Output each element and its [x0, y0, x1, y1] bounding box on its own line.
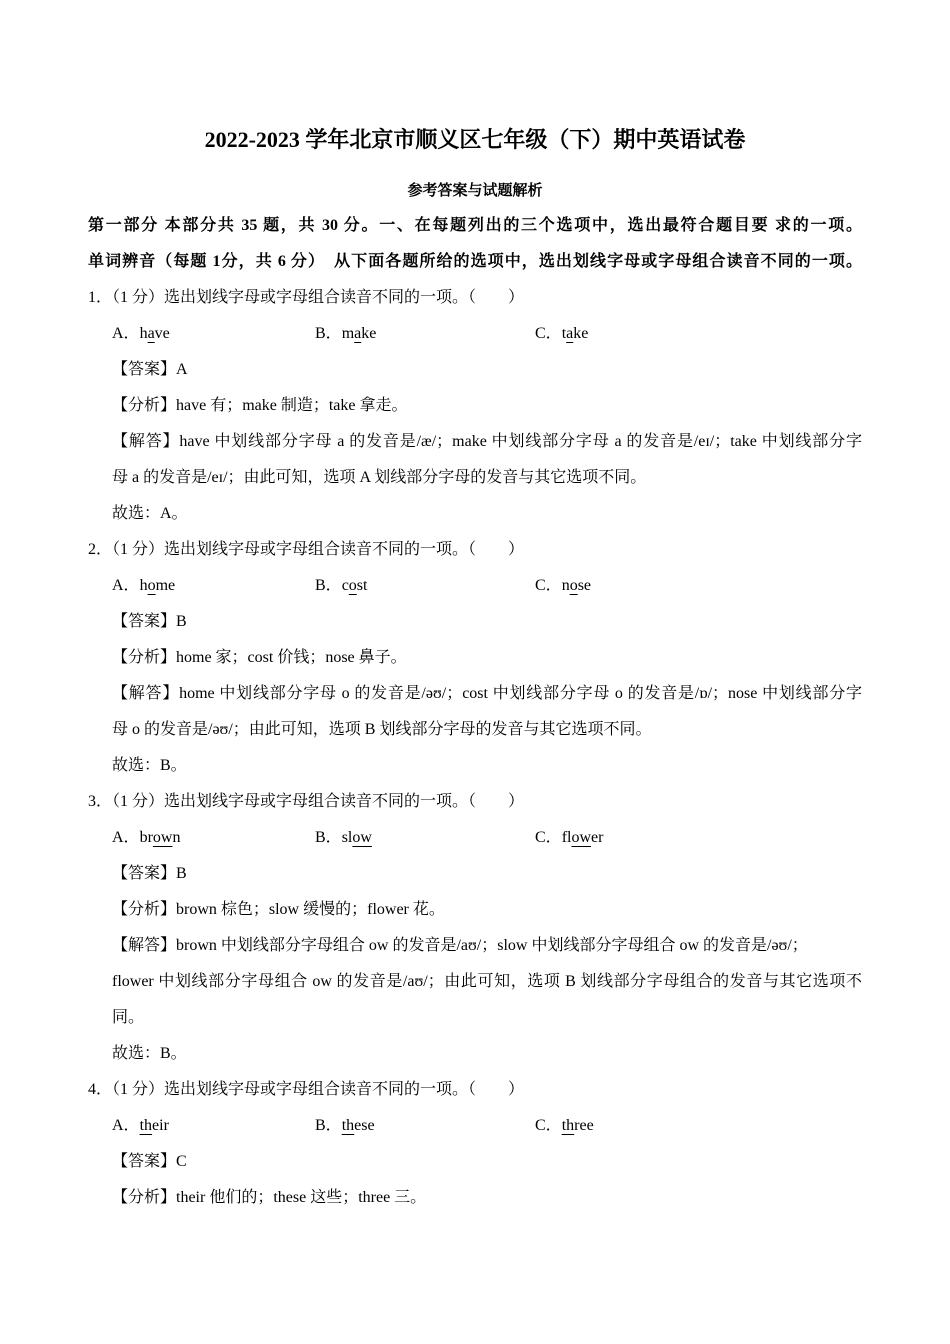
question-1-option-c: C．take [535, 325, 589, 342]
question-1-option-b: B．make [315, 325, 377, 342]
question-1-options [88, 316, 862, 352]
underlined-letters: a [147, 325, 155, 342]
question-4-option-c: C．three [535, 1117, 594, 1134]
question-2-stem: 2．（1 分）选出划线字母或字母组合读音不同的一项。（ ） [88, 541, 525, 558]
document-body [88, 208, 862, 1216]
question-3 [88, 784, 862, 1072]
section-intro-line-2: 单词辨音（每题 1分，共 6 分） 从下面各题所给的选项中，选出划线字母或字母组合读音不同的一项。 [88, 253, 862, 270]
question-3-analysis: 【分析】brown 棕色；slow 缓慢的；flower 花。 [112, 901, 445, 918]
question-4 [88, 1072, 862, 1216]
question-1-explanation-line-1: 【解答】have 中划线部分字母 a 的发音是/æ/；make 中划线部分字母 a 的发音是/eɪ/；take 中划线部分字 [112, 433, 862, 450]
question-2 [88, 532, 862, 784]
question-1-option-a: A．have [112, 325, 170, 342]
question-1-conclusion: 故选：A。 [112, 505, 188, 522]
question-2-option-b: B．cost [315, 577, 368, 594]
question-2-conclusion: 故选：B。 [112, 757, 187, 774]
question-3-option-b: B．slow [315, 829, 372, 846]
question-1-stem: 1．（1 分）选出划线字母或字母组合读音不同的一项。（ ） [88, 289, 525, 306]
question-3-explanation-line-2: flower 中划线部分字母组合 ow 的发音是/aʊ/；由此可知，选项 B 划线部分字母组合的发音与其它选项不 [112, 973, 862, 990]
underlined-letters: a [566, 325, 574, 342]
underlined-letters: th [139, 1117, 153, 1134]
question-2-explanation-line-1: 【解答】home 中划线部分字母 o 的发音是/əʊ/；cost 中划线部分字母 o 的发音是/ɒ/；nose 中划线部分字 [112, 685, 862, 702]
question-2-answer: 【答案】B [112, 613, 187, 630]
underlined-letters: ow [152, 829, 173, 846]
underlined-letters: o [147, 577, 156, 594]
question-2-options [88, 568, 862, 604]
question-4-answer: 【答案】C [112, 1153, 187, 1170]
underlined-letters: th [561, 1117, 575, 1134]
question-3-conclusion: 故选：B。 [112, 1045, 187, 1062]
underlined-letters: o [569, 577, 578, 594]
question-4-analysis: 【分析】their 他们的；these 这些；three 三。 [112, 1189, 427, 1206]
question-3-option-a: A．brown [112, 829, 181, 846]
question-1-explanation-line-2: 母 a 的发音是/eɪ/；由此可知，选项 A 划线部分字母的发音与其它选项不同。 [112, 469, 647, 486]
underlined-letters: o [348, 577, 357, 594]
question-3-options [88, 820, 862, 856]
question-4-option-b: B．these [315, 1117, 375, 1134]
question-4-options [88, 1108, 862, 1144]
question-1-answer: 【答案】A [112, 361, 188, 378]
question-4-number: 4． [88, 1081, 113, 1098]
question-3-explanation-line-3: 同。 [112, 1009, 145, 1026]
question-2-analysis: 【分析】home 家；cost 价钱；nose 鼻子。 [112, 649, 407, 666]
underlined-letters: ow [352, 829, 372, 846]
question-1-analysis: 【分析】have 有；make 制造；take 拿走。 [112, 397, 408, 414]
question-1-number: 1． [88, 289, 113, 306]
question-3-option-c: C．flower [535, 829, 604, 846]
question-2-explanation-line-2: 母 o 的发音是/əʊ/；由此可知，选项 B 划线部分字母的发音与其它选项不同。 [112, 721, 652, 738]
page-title: 2022-2023 学年北京市顺义区七年级（下）期中英语试卷 [204, 127, 746, 152]
question-3-stem: 3．（1 分）选出划线字母或字母组合读音不同的一项。（ ） [88, 793, 525, 810]
underlined-letters: th [341, 1117, 355, 1134]
question-4-stem: 4．（1 分）选出划线字母或字母组合读音不同的一项。（ ） [88, 1081, 525, 1098]
question-4-option-a: A．their [112, 1117, 169, 1134]
question-2-option-c: C．nose [535, 577, 592, 594]
underlined-letters: a [354, 325, 362, 342]
section-intro-line-1: 第一部分 本部分共 35 题，共 30 分。一、在每题列出的三个选项中，选出最符合题目要 求的一项。 [88, 217, 862, 234]
answer-key-subtitle: 参考答案与试题解析 [407, 183, 543, 199]
question-1 [88, 280, 862, 532]
question-2-number: 2． [88, 541, 113, 558]
question-3-number: 3． [88, 793, 113, 810]
underlined-letters: ow [571, 829, 592, 846]
question-3-explanation-line-1: 【解答】brown 中划线部分字母组合 ow 的发音是/aʊ/；slow 中划线部分字母组合 ow 的发音是/əʊ/； [112, 937, 808, 954]
question-2-option-a: A．home [112, 577, 176, 594]
question-3-answer: 【答案】B [112, 865, 187, 882]
